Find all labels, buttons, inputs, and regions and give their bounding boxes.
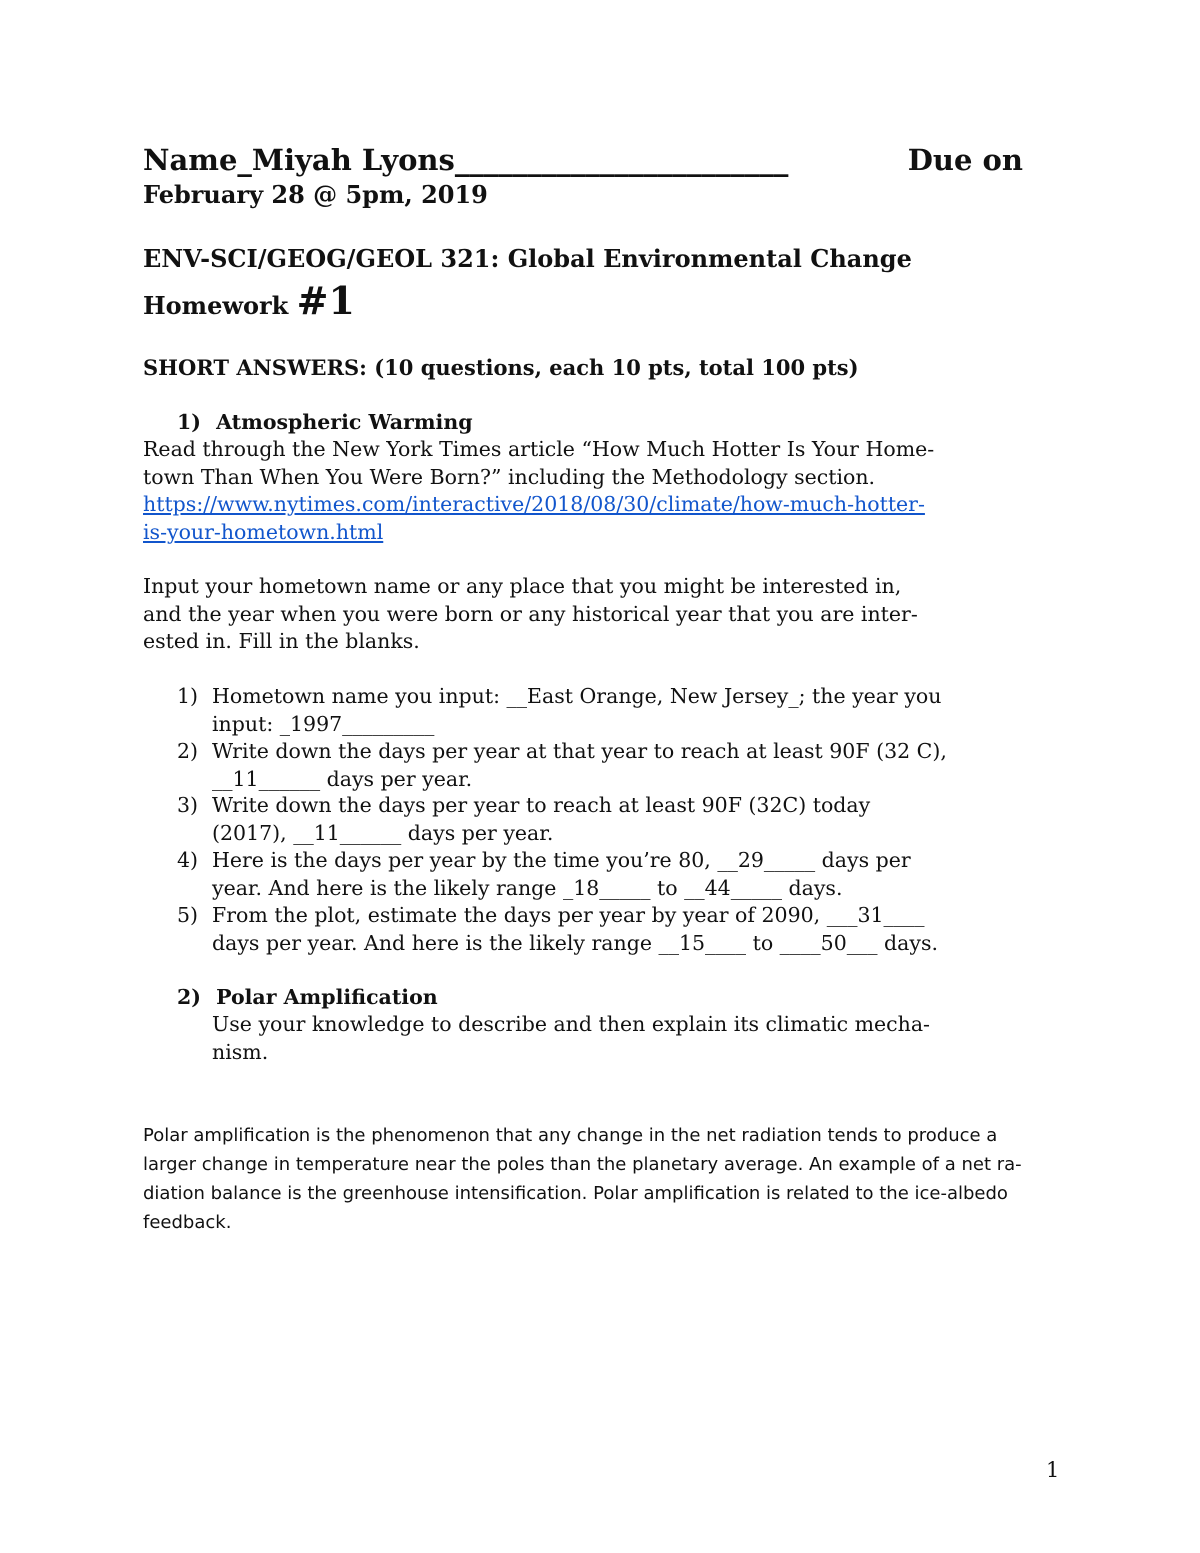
answer-line: diation balance is the greenhouse intensification. Polar amplification is related to the ice-albedo xyxy=(143,1183,1008,1204)
name-due-line xyxy=(143,142,1023,178)
homework-label: Homework xyxy=(143,291,289,320)
q1-instruction-line: Input your hometown name or any place that you might be interested in, xyxy=(143,574,902,598)
q1-instruction-line: and the year when you were born or any historical year that you are inter- xyxy=(143,602,918,626)
q1-number: 1) xyxy=(177,410,201,434)
q1-intro-line: Read through the New York Times article “How Much Hotter Is Your Home- xyxy=(143,437,935,461)
q2-prompt-line: nism. xyxy=(212,1040,269,1064)
list-item-number: 5) xyxy=(177,903,199,927)
page-number: 1 xyxy=(1046,1458,1060,1482)
due-label: Due on xyxy=(907,143,1023,177)
list-item-number: 2) xyxy=(177,739,199,763)
due-date: February 28 @ 5pm, 2019 xyxy=(143,180,488,209)
list-item-number: 1) xyxy=(177,684,199,708)
q2-heading xyxy=(177,984,438,1012)
homework-number: #1 xyxy=(296,278,355,323)
homework-title xyxy=(143,278,1023,326)
list-item-number: 3) xyxy=(177,793,199,817)
q2-number: 2) xyxy=(177,985,201,1009)
list-item: year. And here is the likely range _18_____ to __44_____ days. xyxy=(212,876,843,900)
q1-intro-line: town Than When You Were Born?” including the Methodology section. xyxy=(143,465,876,489)
list-item: Hometown name you input: __East Orange, New Jersey_; the year you xyxy=(212,684,942,708)
list-item: days per year. And here is the likely range __15____ to ____50___ days. xyxy=(212,931,938,955)
answer-line: Polar amplification is the phenomenon that any change in the net radiation tends to produce a xyxy=(143,1125,998,1146)
list-item: From the plot, estimate the days per year by year of 2090, ___31____ xyxy=(212,903,925,927)
q2-prompt-line: Use your knowledge to describe and then explain its climatic mecha- xyxy=(212,1012,930,1036)
list-item: input: _1997_________ xyxy=(212,712,435,736)
course-title: ENV-SCI/GEOG/GEOL 321: Global Environmental Change xyxy=(143,244,912,273)
article-link[interactable]: https://www.nytimes.com/interactive/2018/08/30/climate/how-much-hotter- xyxy=(143,492,925,516)
q1-instruction-line: ested in. Fill in the blanks. xyxy=(143,629,420,653)
answer-line: larger change in temperature near the poles than the planetary average. An example of a net ra- xyxy=(143,1154,1022,1175)
student-name-field: Name_Miyah Lyons_______________________ xyxy=(143,143,789,177)
list-item: Write down the days per year to reach at least 90F (32C) today xyxy=(212,793,871,817)
list-item: Write down the days per year at that year to reach at least 90F (32 C), xyxy=(212,739,947,763)
answer-line: feedback. xyxy=(143,1212,232,1233)
list-item: Here is the days per year by the time you’re 80, __29_____ days per xyxy=(212,848,911,872)
list-item: __11______ days per year. xyxy=(212,767,473,791)
q2-title: Polar Amplification xyxy=(216,985,438,1009)
q1-heading xyxy=(177,409,473,437)
short-answers-heading: SHORT ANSWERS: (10 questions, each 10 pts, total 100 pts) xyxy=(143,355,859,380)
list-item: (2017), __11______ days per year. xyxy=(212,821,554,845)
article-link[interactable]: is-your-hometown.html xyxy=(143,520,384,544)
list-item-number: 4) xyxy=(177,848,199,872)
q1-title: Atmospheric Warming xyxy=(216,410,473,434)
